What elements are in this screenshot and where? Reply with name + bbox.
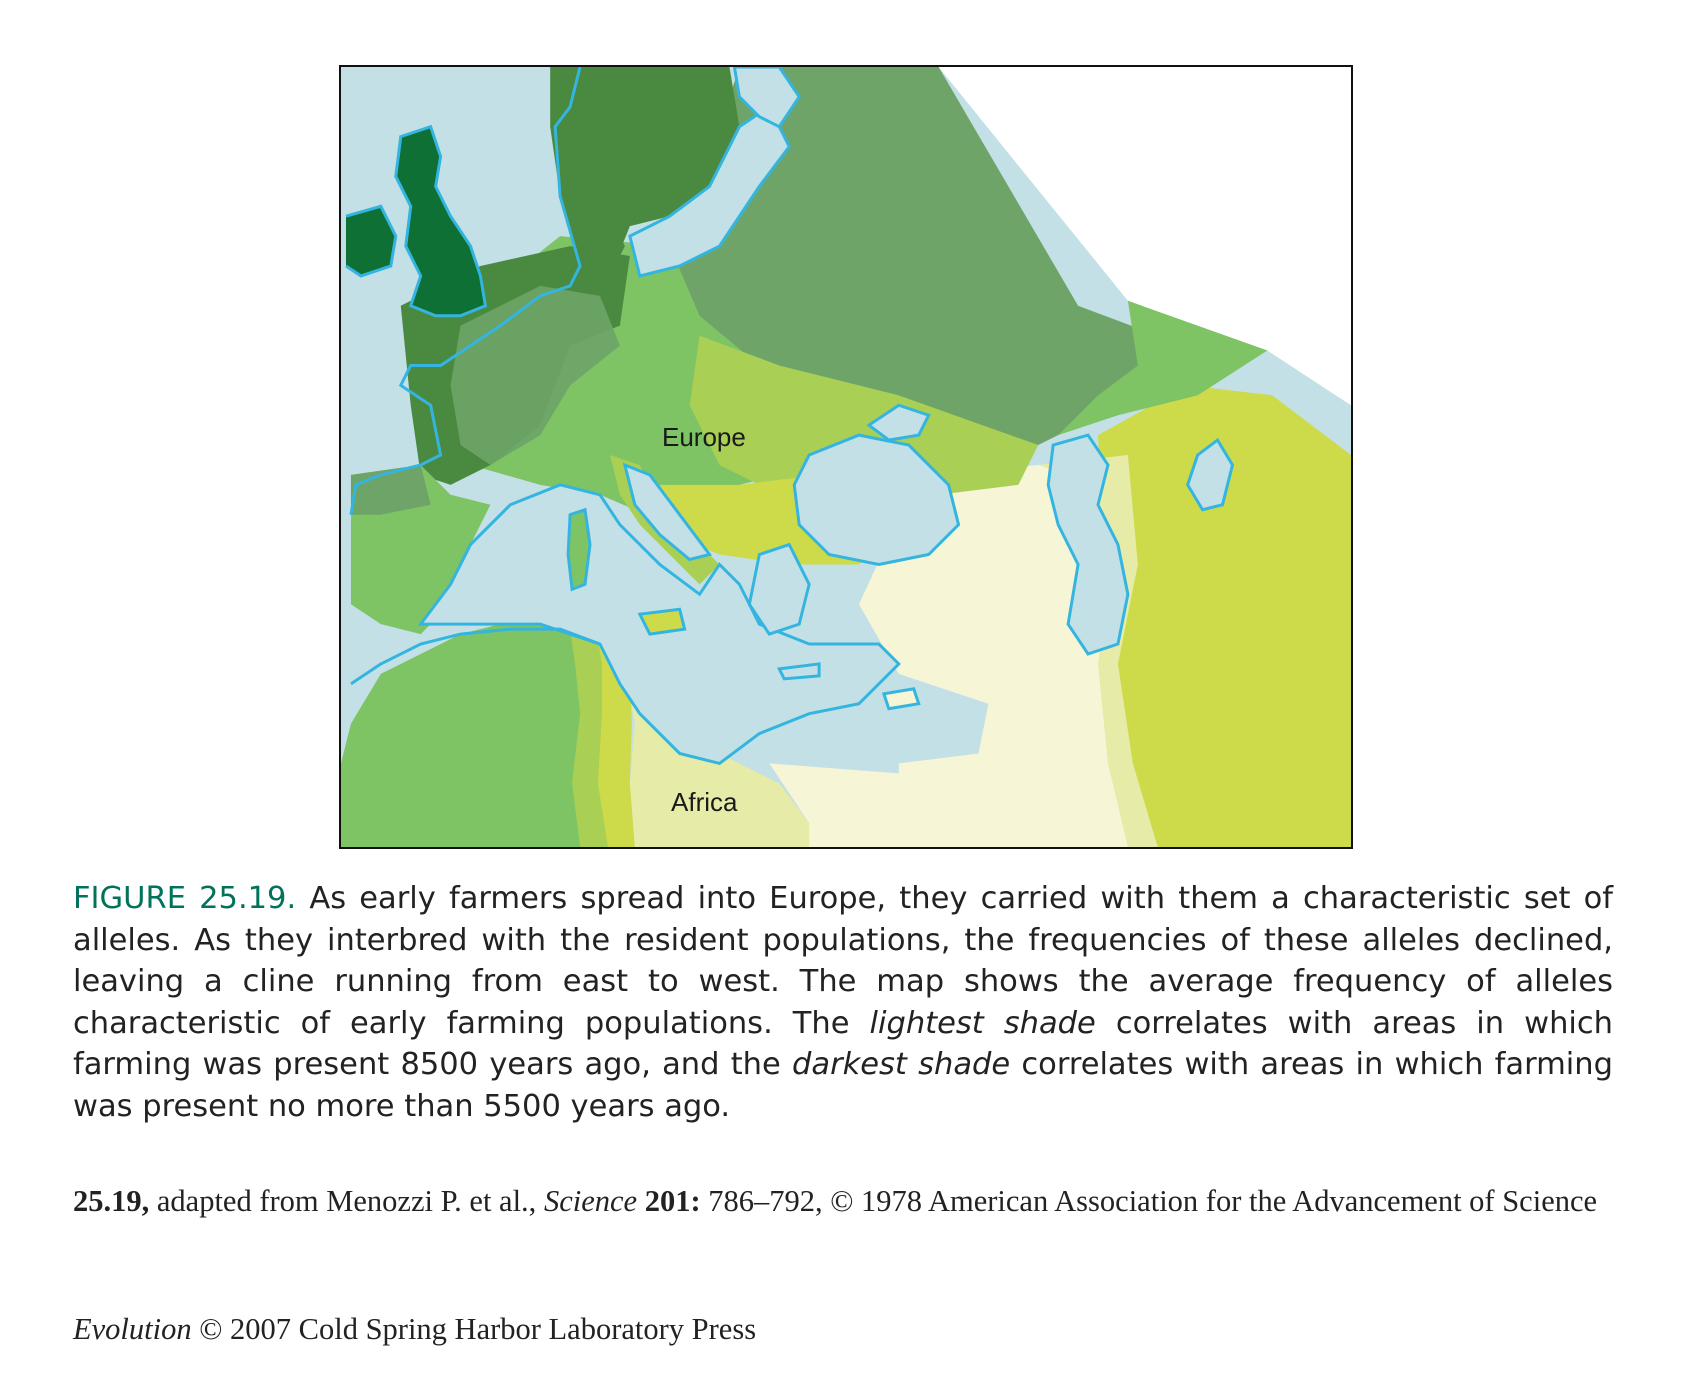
credit-journal: Science [543,1184,638,1218]
copyright-text: © 2007 Cold Spring Harbor Laboratory Press [199,1312,757,1346]
caption-text-3: correlates with areas in which farming was present no more than 5500 years ago. [73,1047,1613,1124]
credit-volume: 201: [644,1184,701,1218]
book-copyright [73,1312,756,1347]
credit-text-a: adapted from Menozzi P. et al., [156,1184,537,1218]
figure-caption [73,878,1613,1127]
sicily [640,609,685,634]
map-label-europe: Europe [662,422,746,452]
corsica-sardinia [568,510,590,590]
caption-emphasis-lightest: lightest shade [869,1005,1096,1041]
caption-emphasis-darkest: darkest shade [792,1047,1011,1082]
caption-text-2: correlates with areas in which farming was present 8500 years ago, and the [73,1005,1613,1082]
figure-label: FIGURE 25.19. [73,881,297,916]
copyright-book-title: Evolution [73,1312,192,1346]
cyprus [884,689,919,709]
source-credit [73,1180,1613,1222]
credit-figure-ref: 25.19, [73,1184,150,1218]
map-label-africa: Africa [671,787,738,817]
map-svg [341,67,1351,847]
allele-frequency-map [339,65,1353,849]
caption-text-1: As early farmers spread into Europe, they carried with them a characteristic set of alleles. As they interbred with the resident populations, the frequencies of these alleles declined, leaving a cline running from east to west. The map shows the average frequency of alleles characteristic of early farming populations. The [73,881,1614,1041]
credit-text-b: 786–792, © 1978 American Association for the Advancement of Science [708,1184,1598,1218]
